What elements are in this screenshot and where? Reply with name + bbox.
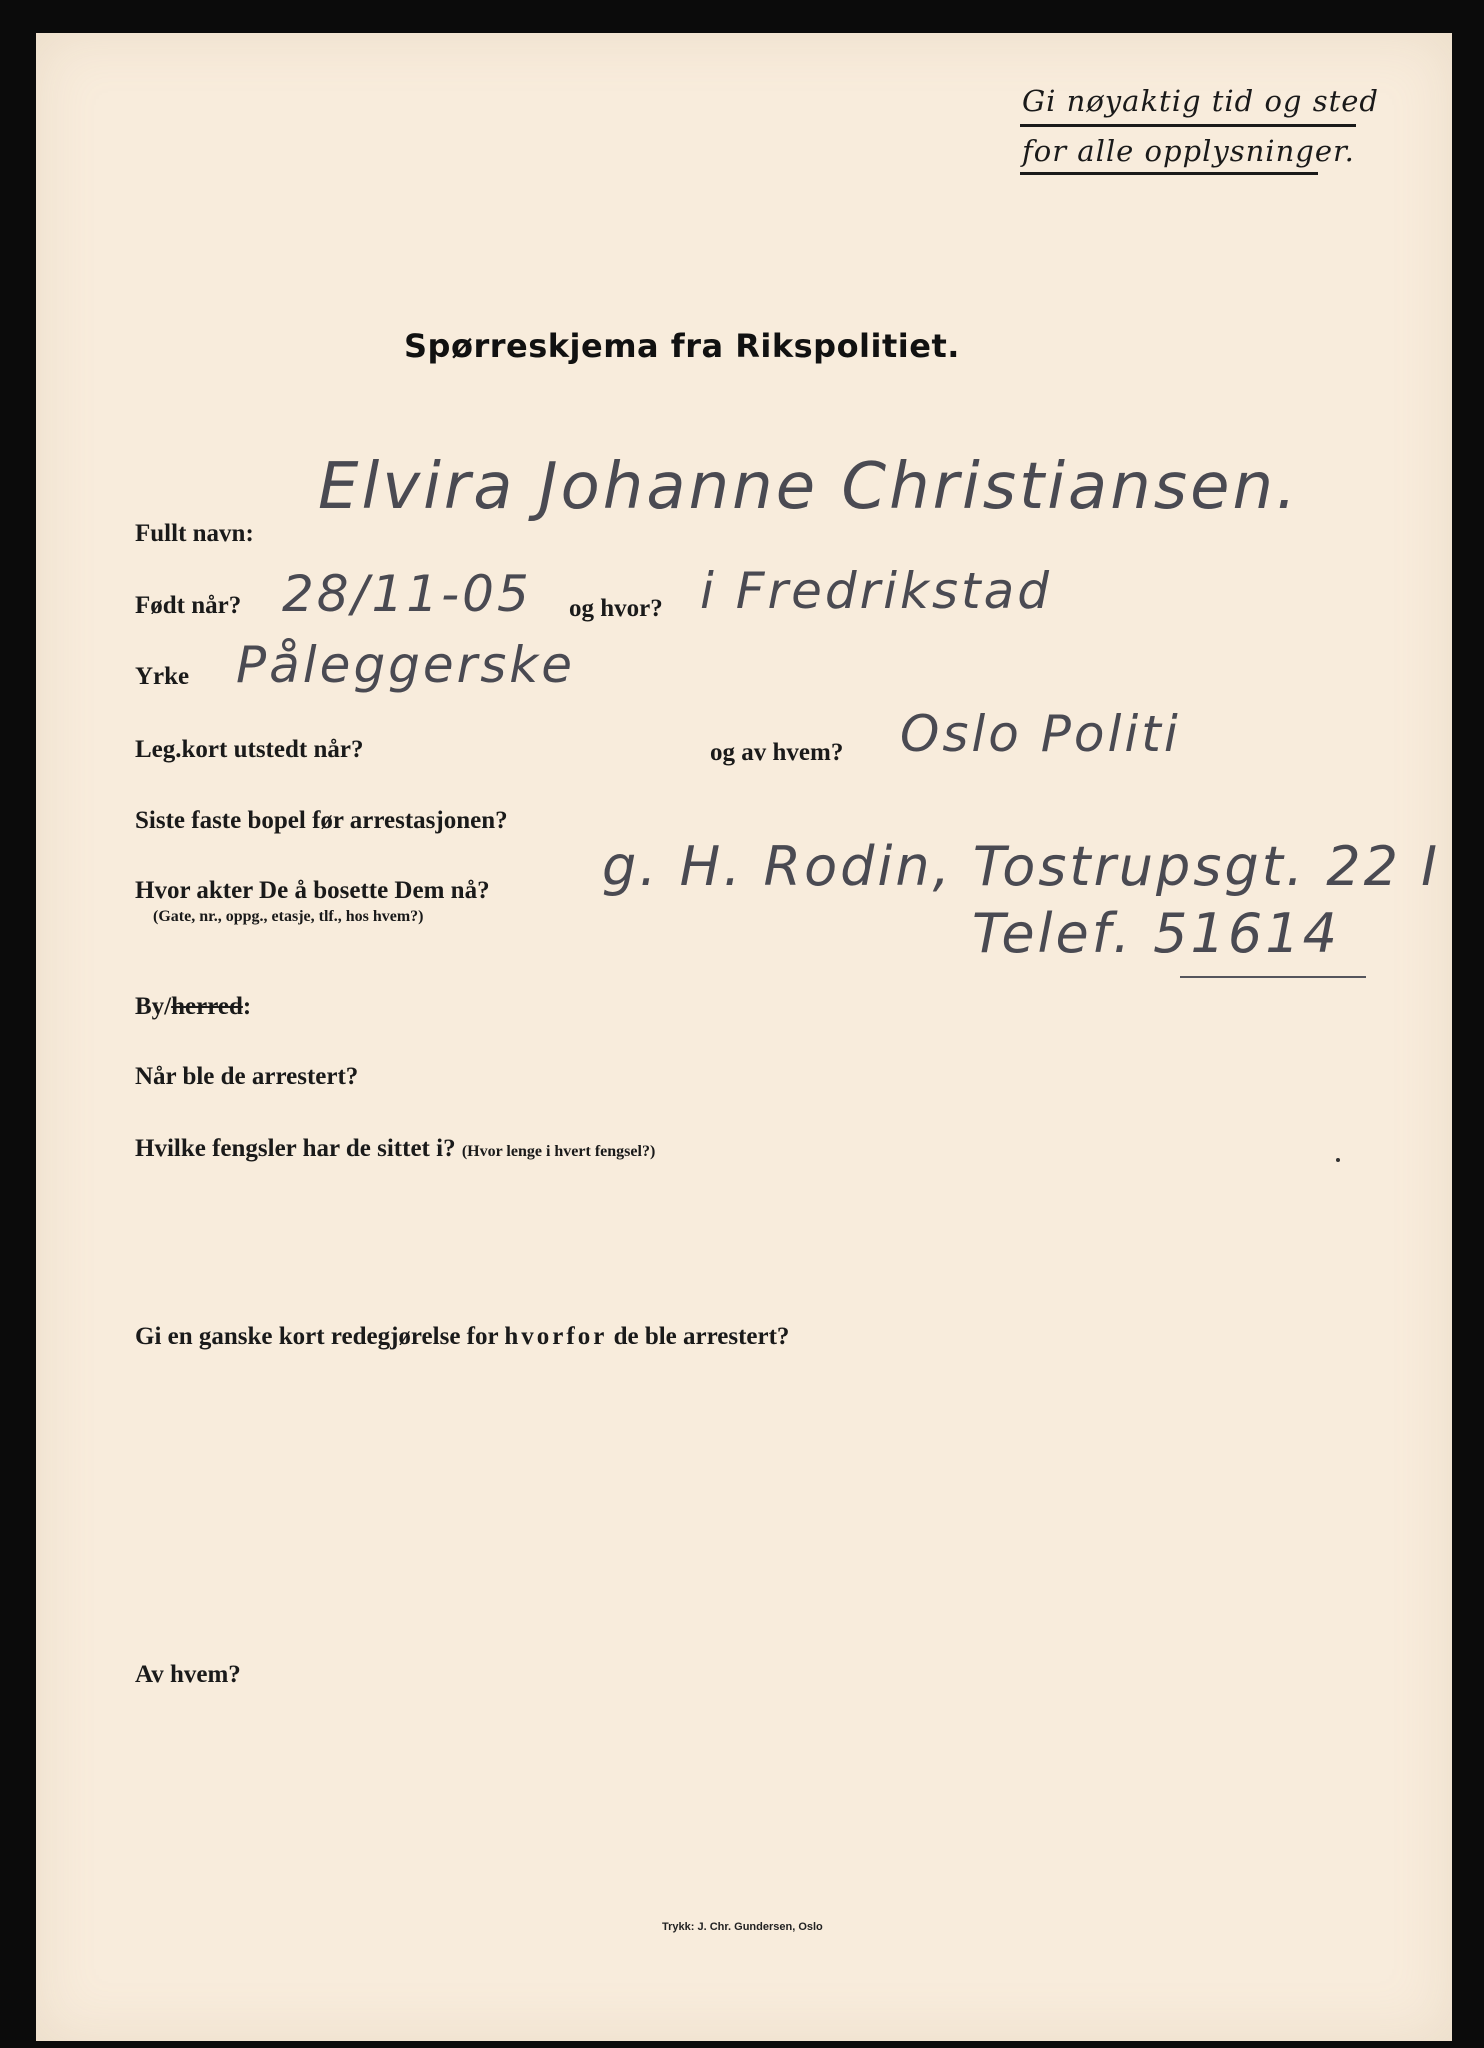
handwritten-residence-address: g. H. Rodin, Tostrupsgt. 22 I bbox=[602, 835, 1441, 898]
label-future-residence: Hvor akter De å bosette Dem nå? bbox=[135, 877, 490, 904]
label-arrest-reason-emphasis: hvorfor bbox=[504, 1323, 608, 1350]
ink-speck bbox=[1336, 1158, 1340, 1162]
label-city-struck: herred bbox=[171, 993, 243, 1020]
sublabel-future-residence: (Gate, nr., oppg., etasje, tlf., hos hvem?) bbox=[153, 908, 424, 925]
header-note-line1: Gi nøyaktig tid og sted bbox=[1022, 84, 1379, 118]
label-arrest-reason bbox=[135, 1323, 789, 1351]
label-prisons-main: Hvilke fengsler har de sittet i? bbox=[135, 1135, 456, 1162]
label-arrest-date: Når ble de arrestert? bbox=[135, 1063, 359, 1090]
label-birth-place: og hvor? bbox=[569, 595, 663, 622]
handwritten-birth-date: 28/11-05 bbox=[282, 565, 532, 623]
printer-imprint: Trykk: J. Chr. Gundersen, Oslo bbox=[662, 1921, 823, 1933]
handwritten-birth-place: i Fredrikstad bbox=[700, 562, 1053, 620]
label-arrest-reason-pre: Gi en ganske kort redegjørelse for bbox=[135, 1323, 505, 1350]
handwritten-underline bbox=[1180, 976, 1366, 978]
header-note-rule1 bbox=[1020, 124, 1356, 127]
label-id-card-issuer: og av hvem? bbox=[710, 739, 844, 766]
handwritten-full-name: Elvira Johanne Christiansen. bbox=[318, 450, 1300, 524]
label-occupation: Yrke bbox=[135, 663, 190, 690]
handwritten-occupation: Påleggerske bbox=[236, 636, 576, 694]
header-note-line2: for alle opplysninger. bbox=[1022, 134, 1355, 168]
label-city-prefix: By/ bbox=[135, 993, 172, 1020]
label-city bbox=[135, 993, 251, 1021]
handwritten-id-card-issuer: Oslo Politi bbox=[900, 705, 1181, 763]
label-birth-date: Født når? bbox=[135, 592, 242, 619]
label-id-card-date: Leg.kort utstedt når? bbox=[135, 736, 364, 763]
handwritten-residence-phone: Telef. 51614 bbox=[972, 902, 1340, 965]
label-arrest-reason-post: de ble arrestert? bbox=[607, 1323, 790, 1350]
sublabel-prisons: (Hvor lenge i hvert fengsel?) bbox=[461, 1143, 656, 1160]
label-city-suffix: : bbox=[242, 993, 252, 1020]
label-full-name: Fullt navn: bbox=[135, 520, 254, 547]
form-title: Spørreskjema fra Rikspolitiet. bbox=[404, 327, 960, 365]
label-prisons bbox=[135, 1135, 655, 1163]
label-last-residence: Siste faste bopel før arrestasjonen? bbox=[135, 807, 508, 834]
label-arrested-by: Av hvem? bbox=[135, 1661, 241, 1688]
header-note-rule2 bbox=[1020, 172, 1318, 175]
